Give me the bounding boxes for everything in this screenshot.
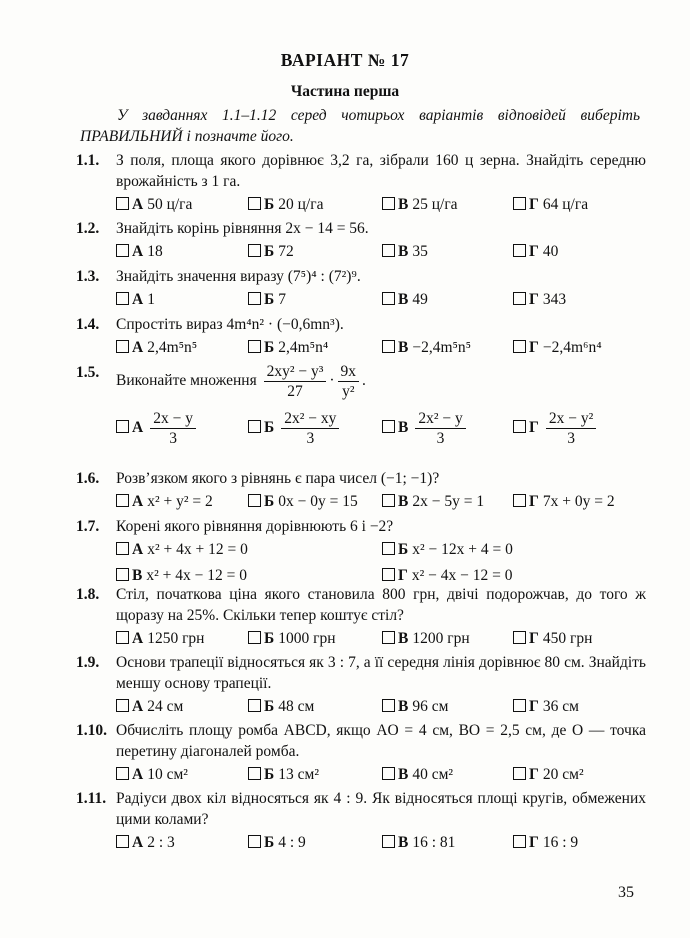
answer-text: 64 ц/га [542,196,589,213]
answer-text: 48 см [278,698,315,715]
answer-option[interactable] [382,491,484,512]
answer-text: 96 см [412,698,449,715]
answer-fraction [415,409,465,448]
answer-option[interactable] [116,241,163,262]
answer-letter: Б [264,493,275,510]
answer-option[interactable] [116,289,155,310]
task-item [76,516,646,589]
answer-options [116,410,646,459]
variant-title: ВАРІАНТ № 17 [280,50,410,70]
answer-letter: Г [529,419,539,437]
task-number: 1.6. [76,470,100,487]
expression-fraction-2 [338,362,360,401]
answer-checkbox[interactable] [116,767,129,780]
answer-text: x² − 12x + 4 = 0 [412,541,513,558]
answer-fraction [546,409,596,448]
answer-checkbox[interactable] [382,420,395,433]
answer-letter: А [132,630,144,647]
task-question [116,218,646,239]
answer-letter: Г [529,834,539,851]
answer-checkbox[interactable] [116,197,129,210]
answer-letter: В [132,567,143,584]
answer-letter: А [132,698,144,715]
page-number: 35 [618,884,634,901]
answer-checkbox[interactable] [248,835,261,848]
answer-text: 2x − 5y = 1 [412,493,485,510]
expression-fraction-1-denominator: 27 [287,383,303,400]
task-item [76,150,646,218]
task-question-text: З поля, площа якого дорівнює 3,2 га, зібрали 160 ц зерна. Знайдіть середню врожайність з 1 га. [116,152,646,190]
answer-letter: А [132,291,144,308]
answer-text: 0x − 0y = 15 [278,493,358,510]
answer-text: x² + y² = 2 [147,493,213,510]
answer-option[interactable] [382,337,471,358]
answer-letter: Г [529,493,539,510]
answer-fraction-denominator: 3 [169,430,177,447]
task-number: 1.1. [76,152,100,169]
task-question [116,314,646,335]
answer-text: 1000 грн [278,630,336,647]
answer-option[interactable] [116,696,183,717]
answer-option[interactable] [116,628,204,649]
task-question-text: Спростіть вираз 4m⁴n² · (−0,6mn³). [116,316,344,333]
answer-option[interactable] [116,194,192,215]
answer-option[interactable] [248,289,286,310]
answer-text: 4 : 9 [278,834,306,851]
answer-checkbox[interactable] [513,835,526,848]
task-number: 1.2. [76,220,100,237]
answer-text: 1200 грн [412,630,470,647]
answer-checkbox[interactable] [248,699,261,712]
answer-letter: А [132,766,144,783]
task-item [76,314,646,361]
answer-letter: Г [529,196,539,213]
task-question [116,584,646,626]
answer-checkbox[interactable] [116,542,129,555]
answer-checkbox[interactable] [248,197,261,210]
answer-option[interactable] [116,539,248,560]
answer-text: 16 : 81 [412,834,456,851]
answer-text: 20 см² [542,766,584,783]
answer-text: 7 [278,291,286,308]
answer-letter: Г [529,243,539,260]
answer-checkbox[interactable] [116,835,129,848]
answer-option[interactable] [513,832,578,853]
answer-text: x² − 4x − 12 = 0 [411,567,513,584]
answer-option[interactable] [382,565,513,586]
task-question-text: Виконайте множення [116,372,257,390]
answer-text: 1250 грн [147,630,205,647]
answer-letter: В [398,339,409,356]
answer-letter: В [398,196,409,213]
answer-checkbox[interactable] [513,494,526,507]
answer-checkbox[interactable] [513,420,526,433]
answer-letter: А [132,243,144,260]
answer-letter: Б [264,834,275,851]
answer-checkbox[interactable] [116,340,129,353]
answer-option[interactable] [248,628,336,649]
answer-letter: Б [264,243,275,260]
answer-option[interactable] [116,409,199,448]
answer-text: 2 : 3 [147,834,175,851]
answer-checkbox[interactable] [382,494,395,507]
answer-options [116,764,646,788]
answer-text: 13 см² [278,766,319,783]
answer-checkbox[interactable] [248,244,261,257]
answer-letter: Б [264,698,275,715]
instructions: У завданнях 1.1–1.12 серед чотирьох варіантів відповідей виберіть ПРАВИЛЬНИЙ і позначте його. [80,107,640,145]
answer-letter: Г [398,567,408,584]
answer-option[interactable] [116,565,247,586]
task-item [76,468,646,515]
answer-option[interactable] [513,337,602,358]
answer-option[interactable] [513,628,592,649]
answer-letter: Б [264,196,275,213]
answer-option[interactable] [248,241,294,262]
answer-fraction [150,409,196,448]
answer-checkbox[interactable] [248,340,261,353]
part-title: Частина перша [290,83,400,100]
answer-option[interactable] [513,764,584,785]
task-question [116,266,646,287]
expression-fraction-1-numerator: 2xy² − y³ [264,362,327,382]
answer-text: x² + 4x + 12 = 0 [147,541,248,558]
answer-options [116,491,646,515]
answer-option[interactable] [248,194,323,215]
task-question-text: Обчисліть площу ромба ABCD, якщо AO = 4 см, BO = 2,5 см, де O — точка перетину діагоналей ромба. [116,722,646,760]
answer-option[interactable] [382,696,448,717]
task-question-text: Основи трапеції відносяться як 3 : 7, а її середня лінія дорівнює 80 см. Знайдіть меншу основу трапеції. [116,654,646,692]
task-item [76,652,646,720]
answer-text: 1 [147,291,155,308]
task-item [76,218,646,265]
answer-checkbox[interactable] [116,292,129,305]
answer-checkbox[interactable] [382,542,395,555]
answer-checkbox[interactable] [382,340,395,353]
answer-fraction-numerator: 2x² − xy [281,409,339,429]
answer-checkbox[interactable] [513,292,526,305]
task-question-text: Знайдіть значення виразу (7⁵)⁴ : (7²)⁹. [116,268,361,285]
task-question-text: Радіуси двох кіл відносяться як 4 : 9. Як відносяться площі кругів, обмежених цими колами? [116,790,646,828]
answer-option[interactable] [116,491,213,512]
answer-letter: А [132,541,144,558]
answer-fraction-numerator: 2x² − y [415,409,465,429]
answer-letter: В [398,630,409,647]
answer-letter: Б [264,419,275,437]
answer-letter: Г [529,339,539,356]
answer-option[interactable] [382,194,458,215]
answer-checkbox[interactable] [382,767,395,780]
answer-option[interactable] [116,764,188,785]
task-item [76,266,646,313]
answer-text: 72 [278,243,294,260]
answer-option[interactable] [248,337,328,358]
answer-letter: Б [264,630,275,647]
task-question [116,652,646,694]
answer-checkbox[interactable] [248,494,261,507]
answer-letter: Б [264,291,275,308]
task-item [76,788,646,856]
task-question-text: Стіл, початкова ціна якого становила 800 грн, двічі подорожчав, до того ж щоразу на 25%. Скільки тепер коштує стіл? [116,586,646,624]
answer-checkbox[interactable] [248,292,261,305]
answer-text: x² + 4x − 12 = 0 [146,567,247,584]
answer-checkbox[interactable] [248,767,261,780]
answer-option[interactable] [382,764,453,785]
answer-text: 20 ц/га [278,196,324,213]
task-question [116,516,646,537]
answer-letter: Г [529,766,539,783]
answer-fraction-denominator: 3 [306,430,315,447]
answer-option[interactable] [382,832,455,853]
answer-text: 40 см² [412,766,454,783]
answer-checkbox[interactable] [513,340,526,353]
answer-text: 7x + 0y = 2 [542,493,615,510]
answer-option[interactable] [382,409,469,448]
answer-option[interactable] [513,241,558,262]
answer-text: 2,4m⁵n⁵ [147,339,198,356]
answer-text: 25 ц/га [412,196,458,213]
answer-text: 40 [542,243,559,260]
answer-option[interactable] [382,628,470,649]
answer-letter: Б [398,541,409,558]
answer-option[interactable] [513,409,599,448]
task-question [116,150,646,192]
answer-option[interactable] [248,764,319,785]
answer-option[interactable] [248,832,306,853]
answer-letter: Г [529,291,539,308]
answer-text: −2,4m⁵n⁵ [412,339,472,356]
answer-checkbox[interactable] [382,631,395,644]
task-number: 1.7. [76,518,100,535]
answer-checkbox[interactable] [382,244,395,257]
answer-letter: В [398,243,409,260]
task-item [76,720,646,788]
multiply-sign: · [329,372,335,390]
task-question-text: Розв’язком якого з рівнянь є пара чисел (−1; −1)? [116,470,440,487]
answer-options [116,289,646,313]
answer-letter: Г [529,698,539,715]
answer-letter: В [398,419,409,437]
task-number: 1.8. [76,586,100,603]
answer-letter: В [398,766,409,783]
answer-option[interactable] [382,289,428,310]
answer-option[interactable] [513,491,615,512]
answer-text: 18 [147,243,163,260]
answer-checkbox[interactable] [513,699,526,712]
answer-letter: Б [264,766,275,783]
answer-checkbox[interactable] [382,292,395,305]
answer-checkbox[interactable] [382,197,395,210]
answer-option[interactable] [116,337,197,358]
answer-option[interactable] [382,241,428,262]
answer-text: 2,4m⁵n⁴ [278,339,329,356]
answer-options [116,832,646,856]
answer-text: 36 см [542,698,579,715]
answer-letter: В [398,834,409,851]
task-question [116,362,646,401]
answer-text: 24 см [147,698,184,715]
answer-fraction-denominator: 3 [436,430,445,447]
task-item [76,584,646,652]
task-question-text: Корені якого рівняння дорівнюють 6 і −2? [116,518,394,535]
answer-options [116,337,646,361]
answer-letter: Б [264,339,275,356]
answer-options [116,696,646,720]
answer-options [116,628,646,652]
task-number: 1.5. [76,364,100,381]
answer-letter: А [132,834,144,851]
answer-checkbox[interactable] [513,244,526,257]
answer-text: 16 : 9 [542,834,579,851]
answer-text: 343 [542,291,567,308]
answer-checkbox[interactable] [513,197,526,210]
task-question [116,720,646,762]
answer-letter: А [132,493,144,510]
answer-text: 35 [412,243,428,260]
task-number: 1.11. [76,790,107,807]
expression-fraction-1 [264,362,327,401]
answer-checkbox[interactable] [116,244,129,257]
answer-letter: А [132,419,144,437]
answer-letter: В [398,493,409,510]
answer-fraction-denominator: 3 [567,430,575,447]
answer-option[interactable] [248,696,314,717]
answer-options [116,194,646,218]
answer-text: 50 ц/га [147,196,193,213]
task-number: 1.3. [76,268,100,285]
answer-letter: В [398,291,409,308]
task-number: 1.9. [76,654,100,671]
answer-option[interactable] [382,539,513,560]
answer-checkbox[interactable] [382,568,395,581]
answer-checkbox[interactable] [248,631,261,644]
answer-text: 450 грн [542,630,593,647]
answer-checkbox[interactable] [116,420,129,433]
answer-text: −2,4m⁶n⁴ [542,339,602,356]
answer-option[interactable] [513,696,579,717]
answer-letter: А [132,339,144,356]
answer-letter: В [398,698,409,715]
task-number: 1.10. [76,722,107,739]
answer-fraction [281,409,339,448]
answer-fraction-numerator: 2x − y² [546,409,596,429]
answer-options [116,539,646,563]
answer-checkbox[interactable] [513,631,526,644]
answer-letter: А [132,196,144,213]
answer-option[interactable] [513,289,566,310]
answer-option[interactable] [116,832,175,853]
task-number: 1.4. [76,316,100,333]
task-question-text: Знайдіть корінь рівняння 2x − 14 = 56. [116,220,369,237]
answer-option[interactable] [248,491,358,512]
answer-checkbox[interactable] [116,699,129,712]
answer-options [116,241,646,265]
answer-checkbox[interactable] [513,767,526,780]
answer-checkbox[interactable] [382,835,395,848]
answer-option[interactable] [513,194,588,215]
answer-text: 10 см² [147,766,188,783]
answer-checkbox[interactable] [382,699,395,712]
answer-checkbox[interactable] [116,494,129,507]
answer-letter: Г [529,630,539,647]
expression-end: . [362,372,366,390]
answer-checkbox[interactable] [116,568,129,581]
answer-fraction-numerator: 2x − y [150,409,196,429]
answer-text: 49 [412,291,428,308]
answer-checkbox[interactable] [116,631,129,644]
expression-fraction-2-numerator: 9x [338,362,360,382]
expression-fraction-2-denominator: y² [342,383,355,400]
answer-option[interactable] [248,409,342,448]
task-question [116,788,646,830]
answer-checkbox[interactable] [248,420,261,433]
task-question [116,468,646,489]
task-item [76,362,646,459]
